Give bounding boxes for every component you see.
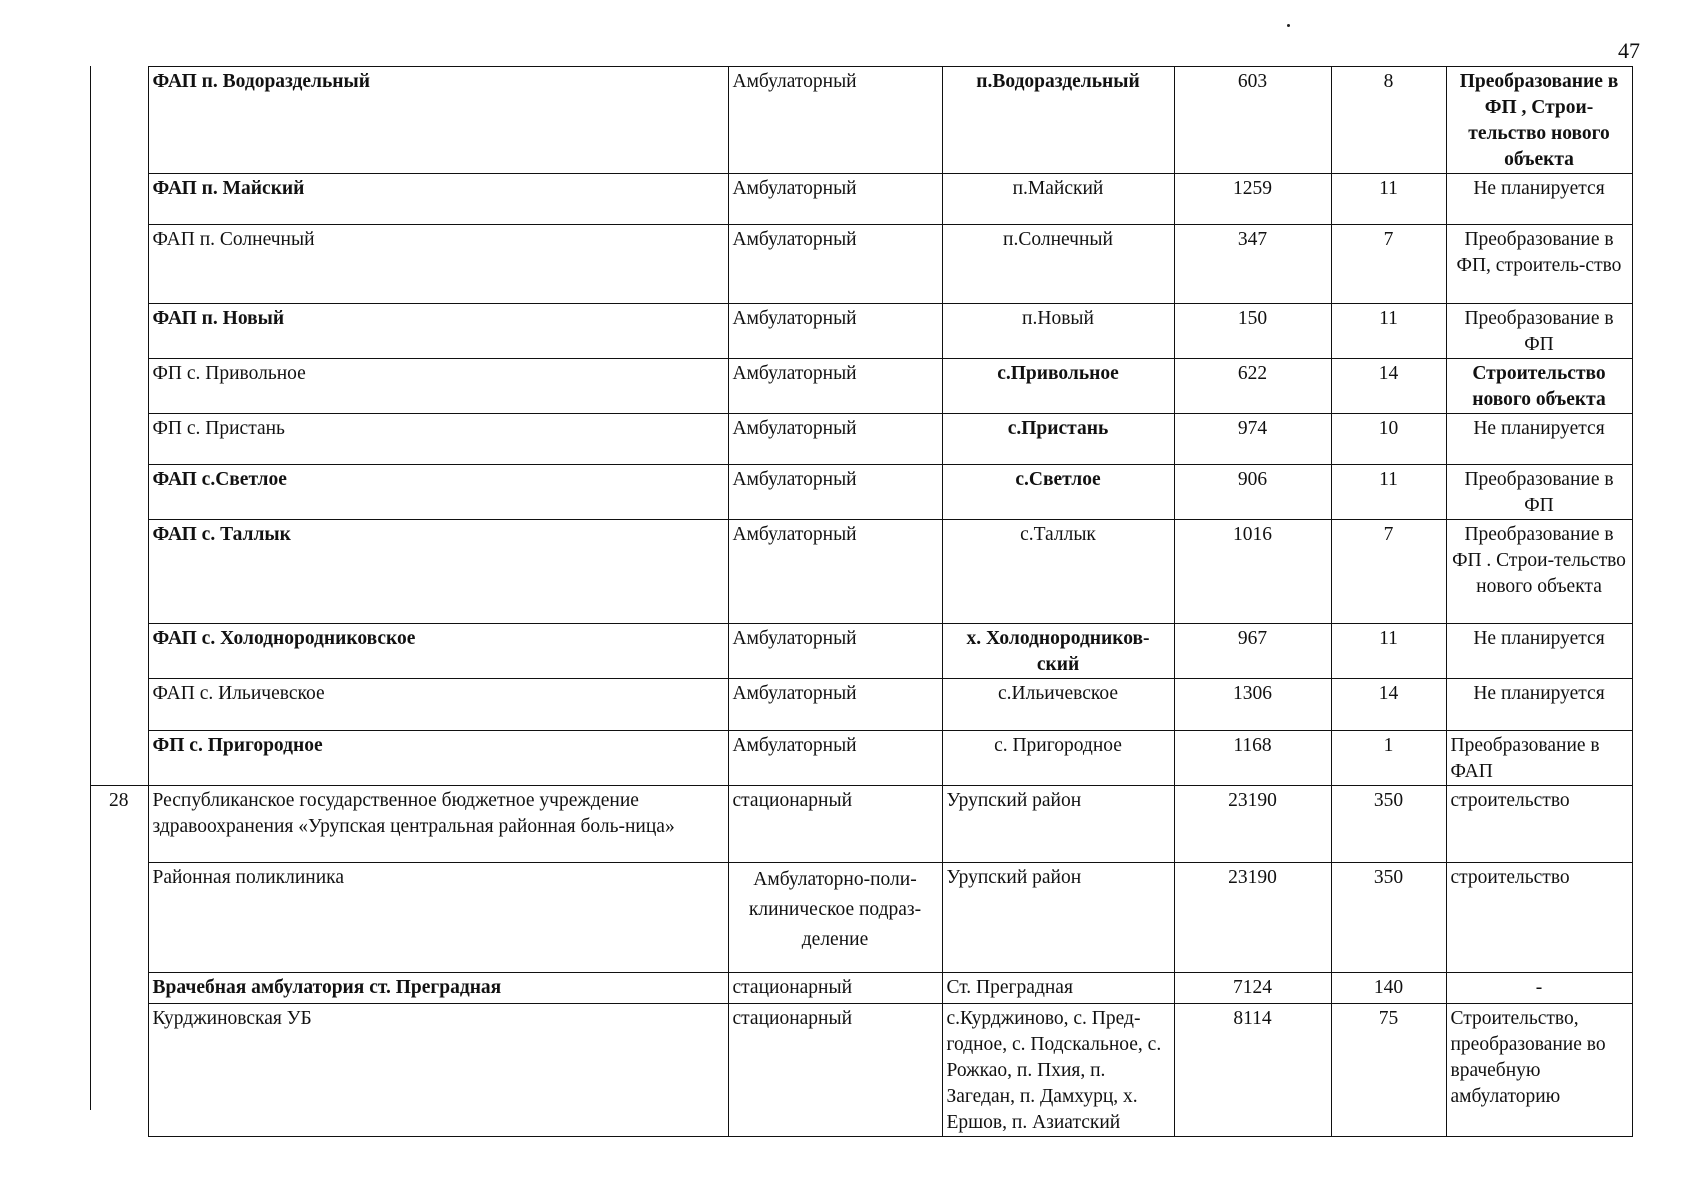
row-number <box>90 225 148 304</box>
facility-type: стационарный <box>728 1004 942 1137</box>
facility-location: х. Холоднородников-ский <box>942 624 1174 679</box>
development-plan: Преобразование в ФАП <box>1446 731 1632 786</box>
development-plan: Не планируется <box>1446 414 1632 465</box>
row-number <box>90 863 148 973</box>
row-number <box>90 520 148 624</box>
facility-type: Амбулаторный <box>728 465 942 520</box>
table-row <box>90 304 1632 359</box>
facility-location: с.Ильичевское <box>942 679 1174 731</box>
facility-name: ФАП п. Майский <box>148 174 728 225</box>
population-served: 150 <box>1174 304 1331 359</box>
scan-speck <box>1287 24 1290 27</box>
facility-name: ФАП с. Ильичевское <box>148 679 728 731</box>
capacity: 11 <box>1331 624 1446 679</box>
development-plan: Преобразование в ФП <box>1446 465 1632 520</box>
population-served: 974 <box>1174 414 1331 465</box>
capacity: 14 <box>1331 359 1446 414</box>
capacity: 11 <box>1331 304 1446 359</box>
row-number <box>90 67 148 174</box>
facility-name: ФАП п. Водораздельный <box>148 67 728 174</box>
facility-type: Амбулаторный <box>728 67 942 174</box>
population-served: 622 <box>1174 359 1331 414</box>
population-served: 23190 <box>1174 863 1331 973</box>
table-row <box>90 225 1632 304</box>
population-served: 1168 <box>1174 731 1331 786</box>
facility-type: Амбулаторный <box>728 624 942 679</box>
population-served: 1306 <box>1174 679 1331 731</box>
facility-type: стационарный <box>728 973 942 1004</box>
capacity: 1 <box>1331 731 1446 786</box>
population-served: 906 <box>1174 465 1331 520</box>
table-row <box>90 520 1632 624</box>
population-served: 347 <box>1174 225 1331 304</box>
facility-type: стационарный <box>728 786 942 863</box>
facility-type: Амбулаторно-поли-клиническое подраз-деление <box>728 863 942 973</box>
facility-name: Районная поликлиника <box>148 863 728 973</box>
row-number <box>90 359 148 414</box>
development-plan: Строительство нового объекта <box>1446 359 1632 414</box>
population-served: 967 <box>1174 624 1331 679</box>
facility-location: п.Новый <box>942 304 1174 359</box>
facility-location: с.Привольное <box>942 359 1174 414</box>
facility-location: с.Светлое <box>942 465 1174 520</box>
row-number <box>90 304 148 359</box>
population-served: 7124 <box>1174 973 1331 1004</box>
row-number <box>90 679 148 731</box>
row-number <box>90 731 148 786</box>
development-plan: Не планируется <box>1446 679 1632 731</box>
capacity: 14 <box>1331 679 1446 731</box>
capacity: 75 <box>1331 1004 1446 1137</box>
population-served: 603 <box>1174 67 1331 174</box>
facilities-table <box>90 66 1633 1137</box>
facility-name: ФАП с. Таллык <box>148 520 728 624</box>
facility-name: Республиканское государственное бюджетное учреждение здравоохранения «Урупская центральная районная боль-ница» <box>148 786 728 863</box>
row-number <box>90 1004 148 1137</box>
row-number: 28 <box>90 786 148 863</box>
capacity: 7 <box>1331 520 1446 624</box>
facility-type: Амбулаторный <box>728 359 942 414</box>
page-number: 47 <box>1618 38 1640 63</box>
facility-name: ФАП с.Светлое <box>148 465 728 520</box>
facility-type: Амбулаторный <box>728 731 942 786</box>
table-row <box>90 414 1632 465</box>
facility-location: п.Майский <box>942 174 1174 225</box>
facility-name: ФП с. Привольное <box>148 359 728 414</box>
table-row <box>90 679 1632 731</box>
facility-location: Урупский район <box>942 863 1174 973</box>
development-plan: Преобразование в ФП , Строи-тельство нового объекта <box>1446 67 1632 174</box>
facility-name: ФП с. Пристань <box>148 414 728 465</box>
capacity: 10 <box>1331 414 1446 465</box>
population-served: 8114 <box>1174 1004 1331 1137</box>
capacity: 11 <box>1331 174 1446 225</box>
row-number <box>90 465 148 520</box>
capacity: 11 <box>1331 465 1446 520</box>
development-plan: Не планируется <box>1446 624 1632 679</box>
row-number <box>90 174 148 225</box>
development-plan: Не планируется <box>1446 174 1632 225</box>
table-row <box>90 359 1632 414</box>
table-row <box>90 1004 1632 1137</box>
table-row <box>90 863 1632 973</box>
facility-name: ФАП п. Солнечный <box>148 225 728 304</box>
facility-location: Урупский район <box>942 786 1174 863</box>
table-row <box>90 624 1632 679</box>
population-served: 1259 <box>1174 174 1331 225</box>
population-served: 1016 <box>1174 520 1331 624</box>
facility-type: Амбулаторный <box>728 520 942 624</box>
facility-type: Амбулаторный <box>728 304 942 359</box>
development-plan: Строительство, преобразование во врачебную амбулаторию <box>1446 1004 1632 1137</box>
facility-location: п.Солнечный <box>942 225 1174 304</box>
facility-name: ФАП с. Холоднородниковское <box>148 624 728 679</box>
capacity: 8 <box>1331 67 1446 174</box>
table-row <box>90 731 1632 786</box>
facility-name: ФАП п. Новый <box>148 304 728 359</box>
development-plan: - <box>1446 973 1632 1004</box>
table-row <box>90 174 1632 225</box>
development-plan: Преобразование в ФП . Строи-тельство нового объекта <box>1446 520 1632 624</box>
table-row <box>90 67 1632 174</box>
capacity: 7 <box>1331 225 1446 304</box>
facility-type: Амбулаторный <box>728 225 942 304</box>
row-number <box>90 624 148 679</box>
capacity: 350 <box>1331 863 1446 973</box>
facility-name: Курджиновская УБ <box>148 1004 728 1137</box>
facility-location: п.Водораздельный <box>942 67 1174 174</box>
facility-name: Врачебная амбулатория ст. Преградная <box>148 973 728 1004</box>
table-row <box>90 465 1632 520</box>
capacity: 140 <box>1331 973 1446 1004</box>
population-served: 23190 <box>1174 786 1331 863</box>
facility-location: с.Курджиново, с. Пред-годное, с. Подскальное, с. Рожкао, п. Пхия, п. Загедан, п. Дамхурц, х. Ершов, п. Азиатский <box>942 1004 1174 1137</box>
development-plan: строительство <box>1446 786 1632 863</box>
development-plan: Преобразование в ФП <box>1446 304 1632 359</box>
facility-location: с.Пристань <box>942 414 1174 465</box>
table-row <box>90 786 1632 863</box>
facility-type: Амбулаторный <box>728 679 942 731</box>
capacity: 350 <box>1331 786 1446 863</box>
facility-location: Ст. Преградная <box>942 973 1174 1004</box>
facility-name: ФП с. Пригородное <box>148 731 728 786</box>
development-plan: Преобразование в ФП, строитель-ство <box>1446 225 1632 304</box>
facility-type: Амбулаторный <box>728 414 942 465</box>
development-plan: строительство <box>1446 863 1632 973</box>
facility-location: с. Пригородное <box>942 731 1174 786</box>
facility-location: с.Таллык <box>942 520 1174 624</box>
facility-type: Амбулаторный <box>728 174 942 225</box>
row-number <box>90 973 148 1004</box>
table-row <box>90 973 1632 1004</box>
row-number <box>90 414 148 465</box>
